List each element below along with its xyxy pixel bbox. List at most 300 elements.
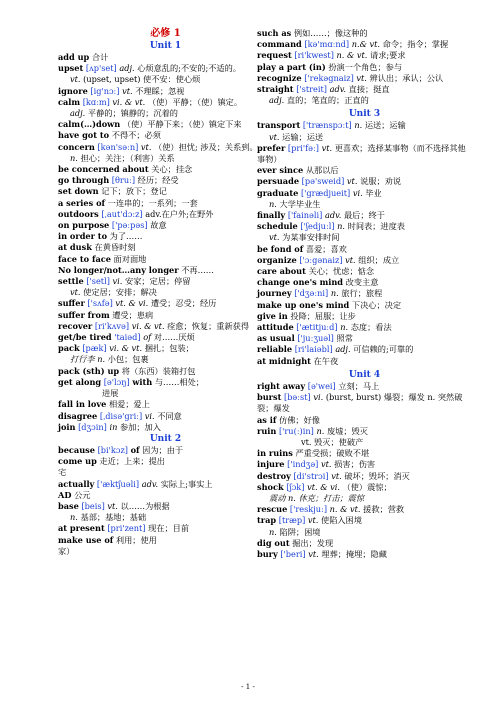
entry-word: be concerned about xyxy=(58,164,149,175)
entry-word: go through xyxy=(58,175,110,186)
entry-pos: vt. xyxy=(107,500,118,511)
entry-pos: adj. xyxy=(335,344,351,355)
entry-meaning: 喜爱；喜欢 xyxy=(305,243,347,254)
entry-word: play a part (in) xyxy=(257,61,326,72)
vocab-entry xyxy=(257,527,472,538)
entry-meaning: 痊愈；恢复；重新获得 xyxy=(167,320,250,331)
entry-pos: adj. xyxy=(119,63,135,74)
entry-meaning: 废墟；毁灭 xyxy=(326,425,368,436)
entry-pos: vt. xyxy=(269,131,280,142)
entry-pos: vt. xyxy=(122,85,133,96)
entry-word-part: with xyxy=(132,376,153,387)
vocab-entry xyxy=(257,415,472,426)
entry-meaning: 可信赖的;可靠的 xyxy=(353,344,414,355)
entry-meaning: 使定居；安排；解决 xyxy=(83,287,157,298)
entry-phonetic: [ə'lɔŋ] xyxy=(103,376,130,387)
entry-word: base xyxy=(58,500,79,511)
entry-phonetic: [di'strɔi] xyxy=(293,470,329,481)
entry-pos: n. xyxy=(354,120,363,131)
entry-pos: vt. xyxy=(70,74,81,85)
entry-word: attitude xyxy=(257,322,294,333)
entry-meaning: 不理睬；忽视 xyxy=(135,85,185,96)
vocab-entry xyxy=(58,209,273,220)
entry-word: schedule xyxy=(257,221,298,232)
entry-meaning: 扮演一个角色；参与 xyxy=(328,61,403,72)
entry-pos: n. xyxy=(269,526,277,537)
vocab-entry xyxy=(257,199,472,210)
entry-word: as usual xyxy=(257,333,295,344)
vocab-entry xyxy=(257,165,472,176)
entry-phonetic: [pæk] xyxy=(82,343,107,354)
entry-meaning: 运送；运输 xyxy=(364,120,406,131)
entry-meaning: 组织；成立 xyxy=(358,254,400,265)
entry-word: at midnight xyxy=(257,355,311,366)
vocab-entry xyxy=(257,333,472,344)
entry-continuation: 进展 xyxy=(102,388,119,399)
entry-word: ever since xyxy=(257,165,304,176)
vocab-entry xyxy=(58,164,273,175)
vocab-entry xyxy=(257,482,472,493)
entry-meaning: 请求;要求 xyxy=(370,50,406,61)
vocab-entry xyxy=(58,377,273,388)
vocab-entry xyxy=(58,242,273,253)
entry-meaning: 严重受损；破败不堪 xyxy=(295,448,370,459)
entry-pos: vt. xyxy=(320,459,332,470)
entry-word: settle xyxy=(58,276,84,287)
entry-meaning: 在午夜 xyxy=(313,355,339,366)
entry-word: concern xyxy=(58,141,95,152)
vocab-entry xyxy=(257,538,472,549)
entry-meaning: 平静的；镇静的；沉着的 xyxy=(87,108,178,119)
entry-phonetic: [ig'nɔː] xyxy=(90,85,120,96)
entry-pos: vt. xyxy=(345,254,356,265)
entry-phonetic: [pri'zent] xyxy=(107,523,146,534)
unit-heading: Unit 2 xyxy=(149,433,182,444)
entry-word: give in xyxy=(257,310,288,321)
entry-phonetic: ['rekəgnaiz] xyxy=(304,72,354,83)
entry-meaning: 经历；经受 xyxy=(137,175,179,186)
vocab-entry xyxy=(257,221,472,232)
entry-phonetic: [ˌaut'dɔːz] xyxy=(101,208,143,219)
vocab-entry xyxy=(257,50,472,61)
entry-phonetic: [bəːst] xyxy=(284,392,311,403)
vocab-entry xyxy=(58,153,273,164)
entry-word: organize xyxy=(257,254,297,265)
entry-word: ignore xyxy=(58,85,88,96)
entry-phonetic: [træp] xyxy=(278,515,306,526)
entry-meaning: 为某事安排时间 xyxy=(282,232,340,243)
entry-meaning: 关心；忧虑；惦念 xyxy=(308,266,375,277)
entry-pos: vi. xyxy=(112,276,123,287)
entry-word: suffer xyxy=(58,298,85,309)
entry-word: journey xyxy=(257,288,292,299)
book-title: 必修 1 xyxy=(150,28,181,39)
entry-meaning: 小包；包裹 xyxy=(107,354,149,365)
entry-meaning: 因为；由于 xyxy=(142,444,184,455)
entry-pos: in xyxy=(109,421,118,432)
vocab-entry xyxy=(58,332,273,343)
entry-meaning: 不再…… xyxy=(181,264,214,275)
entry-phonetic: ['æktʃuəli] xyxy=(96,478,140,489)
entry-phonetic: ['setl] xyxy=(86,276,110,287)
entry-word: upset xyxy=(58,63,84,74)
vocab-entry xyxy=(58,97,273,108)
entry-phonetic: ['sʌfə] xyxy=(87,298,113,309)
entry-pos: vi. xyxy=(313,392,324,403)
entry-meaning: （使）震惊； xyxy=(342,481,392,492)
entry-meaning: 故意 xyxy=(150,220,167,231)
entry-word: request xyxy=(257,50,292,61)
entry-phonetic: [bi'kɔz] xyxy=(97,444,128,455)
entry-pos: vi. & vt. xyxy=(112,96,146,107)
entry-pos: adv. xyxy=(329,84,347,95)
entry-word: dig out xyxy=(257,537,290,548)
entry-pos: vi. & vt. xyxy=(109,343,143,354)
vocab-entry xyxy=(257,95,472,106)
vocab-entry xyxy=(257,471,472,482)
entry-word: burst xyxy=(257,392,282,403)
entry-meaning: 态度；看法 xyxy=(350,322,392,333)
vocab-entry xyxy=(257,356,472,367)
entry-word: straight xyxy=(257,84,294,95)
entry-pos: n. & vt. xyxy=(329,504,361,515)
entry-pos: of xyxy=(143,332,152,343)
entry-meaning: 援救；营救 xyxy=(363,504,405,515)
vocab-entry xyxy=(58,310,273,321)
entry-phonetic: ['beri] xyxy=(280,548,306,559)
entry-phonetic: ['reskjuː] xyxy=(289,504,328,515)
vocab-entry xyxy=(257,120,472,131)
entry-phonetic: ['juːʒuəl] xyxy=(297,333,334,344)
entry-phonetic: [pri'fəː] xyxy=(287,142,319,153)
vocab-entry xyxy=(58,175,273,186)
entry-pos: n. xyxy=(269,198,277,209)
entry-word: have got to xyxy=(58,130,110,141)
entry-phonetic: ['ʃedjuːl] xyxy=(300,221,335,232)
entry-pos: n.& vt. xyxy=(351,39,381,50)
entry-pos: n. xyxy=(70,152,78,163)
entry-phonetic: [ʃɔk] xyxy=(286,481,305,492)
vocab-entry xyxy=(58,535,273,546)
entry-pos: vi. xyxy=(144,410,155,421)
vocab-entry xyxy=(58,467,273,478)
entry-meaning: 改变主意 xyxy=(345,277,379,288)
entry-phonetic: [ri'kwest] xyxy=(294,50,334,61)
entry-word: make use of xyxy=(58,534,114,545)
entry-word: in ruins xyxy=(257,448,293,459)
entry-phonetic: [ə'wei] xyxy=(307,380,336,391)
vocab-entry xyxy=(257,344,472,355)
vocab-entry xyxy=(58,479,273,490)
unit-heading: Unit 1 xyxy=(149,41,182,51)
entry-meaning: 在黄昏时刻 xyxy=(94,242,136,253)
entry-meaning: 公元 xyxy=(74,489,91,500)
entry-pos: n. xyxy=(330,288,339,299)
entry-word: calm(…)down xyxy=(58,119,121,130)
entry-word: bury xyxy=(257,548,278,559)
entry-meaning: (burst, burst) 爆裂；爆发 n. 突然破裂；爆发 xyxy=(257,392,463,414)
vocab-entry xyxy=(58,130,273,141)
vocab-entry xyxy=(58,546,273,557)
vocab-entry xyxy=(58,220,273,231)
vocab-entry xyxy=(257,288,472,299)
entry-pos: vt. xyxy=(331,470,342,481)
entry-word: rescue xyxy=(257,504,288,515)
left-vocab-list xyxy=(58,41,273,557)
vocab-entry xyxy=(257,392,472,414)
entry-phonetic: [dʒɔin] xyxy=(78,421,107,432)
entry-phonetic: ['pəːpəs] xyxy=(111,220,148,231)
vocab-entry xyxy=(257,84,472,95)
entry-word: prefer xyxy=(257,142,286,153)
entry-meaning: 损害；伤害 xyxy=(334,459,376,470)
entry-pos: 震动 n. 休克；打击；震惊 xyxy=(269,492,364,503)
vocab-entry xyxy=(58,108,273,119)
entry-meaning: 现在；目前 xyxy=(148,523,190,534)
entry-word: AD xyxy=(58,489,72,500)
vocab-entry xyxy=(257,255,472,266)
vocab-entry xyxy=(58,63,273,74)
entry-meaning: 对……厌烦 xyxy=(153,332,195,343)
entry-pos: n. xyxy=(70,512,78,523)
entry-meaning: adv.在户外;在野外 xyxy=(145,208,214,219)
right-column xyxy=(257,28,472,560)
left-column xyxy=(58,28,273,557)
vocab-entry xyxy=(257,549,472,560)
entry-pos: vi. xyxy=(352,187,363,198)
entry-meaning: 仿佛；好像 xyxy=(279,414,320,425)
entry-word: get/be tired xyxy=(58,332,112,343)
vocab-entry xyxy=(257,381,472,392)
entry-word: pack (sth) up xyxy=(58,365,120,376)
entry-meaning: 大学毕业生 xyxy=(279,198,321,209)
entry-meaning: 陷阱；困境 xyxy=(279,526,321,537)
entry-pos: vt. xyxy=(356,72,367,83)
entry-word: make up one's mind xyxy=(257,299,350,310)
entry-pos: adj. xyxy=(269,95,285,106)
vocab-entry xyxy=(257,73,472,84)
entry-meaning: 利用；使用 xyxy=(115,534,157,545)
vocab-entry xyxy=(58,366,273,377)
entry-meaning: （使）担忧; 涉及；关系到。 xyxy=(154,141,258,152)
entry-pos: vi. & vt. xyxy=(131,320,165,331)
vocab-entry xyxy=(257,277,472,288)
entry-pos: vt. xyxy=(70,287,81,298)
vocab-entry xyxy=(257,28,472,39)
entry-phonetic: [kən'səːn] xyxy=(97,141,139,152)
entry-pos: vt. & vi. xyxy=(115,298,149,309)
entry-meaning: 下决心；决定 xyxy=(351,299,402,310)
entry-word: No longer/not…any longer xyxy=(58,264,179,275)
entry-meaning: 例如……；像这种的 xyxy=(293,28,368,38)
entry-meaning: 记下；放下；登记 xyxy=(101,186,167,197)
entry-phonetic: ['dʒəːni] xyxy=(294,288,329,299)
entry-meaning: 运输；运送 xyxy=(282,131,324,142)
vocab-entry xyxy=(257,515,472,526)
entry-phonetic: ['ru(ː)in] xyxy=(278,425,314,436)
page-number: - 1 - xyxy=(241,683,255,691)
entry-pos: adj. xyxy=(70,108,86,119)
entry-phonetic: ['indʒə] xyxy=(287,459,319,470)
entry-pos: vt. xyxy=(321,142,333,153)
vocab-entry xyxy=(257,504,472,515)
entry-pos: n. xyxy=(337,221,346,232)
vocab-entry xyxy=(257,322,472,333)
entry-meaning: 时间表；进度表 xyxy=(347,221,405,232)
entry-meaning: 遭受；患病 xyxy=(112,309,154,320)
entry-pos: vt. xyxy=(269,232,280,243)
unit-heading: Unit 3 xyxy=(348,109,381,120)
entry-word: come up xyxy=(58,456,97,467)
entry-meaning: 从那以后 xyxy=(305,165,339,176)
entry-word: change one's mind xyxy=(257,277,344,288)
entry-meaning: 家） xyxy=(58,545,75,556)
entry-meaning: 为了…… xyxy=(109,231,143,242)
entry-meaning: 参加；加入 xyxy=(119,421,161,432)
entry-word: care about xyxy=(257,266,306,277)
entry-pos: vt. xyxy=(307,515,319,526)
entry-meaning: 立刻；马上 xyxy=(338,380,380,391)
entry-word: get along xyxy=(58,376,102,387)
entry-pos: vt. xyxy=(140,141,152,152)
entry-phonetic: [kɑːm] xyxy=(82,96,110,107)
vocab-entry xyxy=(58,399,273,410)
vocab-entry xyxy=(257,62,472,73)
entry-meaning: 心烦意乱的;不安的;不适的。 xyxy=(137,63,241,74)
vocab-entry xyxy=(58,523,273,534)
entry-word: fall in love xyxy=(58,399,107,410)
entry-phonetic: 'taiəd] xyxy=(114,332,141,343)
entry-pos: 打行李 xyxy=(70,354,95,365)
entry-meaning: 合计 xyxy=(91,52,109,62)
vocab-entry xyxy=(257,176,472,187)
entry-pos: n. xyxy=(316,425,325,436)
entry-phonetic: [θruː] xyxy=(111,175,136,186)
vocab-entry xyxy=(257,210,472,221)
entry-meaning: 与……相处； xyxy=(154,376,204,387)
entry-meaning: 宅 xyxy=(58,467,67,478)
vocab-entry xyxy=(257,266,472,277)
entry-word: face to face xyxy=(58,253,111,264)
entry-phonetic: [ʌp'set] xyxy=(85,63,117,74)
entry-phonetic: ['ɔːgənaiz] xyxy=(299,254,343,265)
vocab-entry xyxy=(257,232,472,243)
vocab-entry xyxy=(257,426,472,437)
vocab-entry xyxy=(58,321,273,332)
vocab-entry xyxy=(58,422,273,433)
vocab-entry xyxy=(257,39,472,50)
vocab-entry xyxy=(257,188,472,199)
vocab-entry xyxy=(58,343,273,354)
entry-phonetic: ['trænspɔːt] xyxy=(302,120,352,131)
vocab-entry xyxy=(257,311,472,322)
vocab-entry xyxy=(58,186,273,197)
entry-pos: adv. xyxy=(141,478,159,489)
vocab-entry xyxy=(58,411,273,422)
vocab-entry xyxy=(58,501,273,512)
entry-pos: vt. xyxy=(346,176,358,187)
entry-phonetic: [kə'mɑːnd] xyxy=(304,39,350,50)
entry-word: suffer from xyxy=(58,309,110,320)
entry-phonetic: ['ætitjuːd] xyxy=(296,322,338,333)
entry-meaning: 旅行；旅程 xyxy=(341,288,383,299)
entry-meaning: 一连串的；一系列；一套 xyxy=(107,197,198,208)
entry-meaning: 担心；关注；（利害）关系 xyxy=(80,152,175,163)
entry-word: at dusk xyxy=(58,242,92,253)
vocab-entry xyxy=(257,448,472,459)
entry-meaning: 将（东西）装箱打包 xyxy=(121,365,196,376)
entry-continuation: vt. 毁灭；使破产 xyxy=(301,436,364,447)
entry-phonetic: [ˌdisə'griː] xyxy=(99,410,143,421)
entry-meaning: 命令；指令；掌握 xyxy=(382,39,449,50)
entry-phonetic: [ri'kʌvə] xyxy=(94,320,130,331)
entry-word: graduate xyxy=(257,187,299,198)
entry-meaning: 使陷入困境 xyxy=(321,515,362,526)
entry-meaning: 安家；定居；停留 xyxy=(125,276,191,287)
entry-word: shock xyxy=(257,481,284,492)
vocab-entry xyxy=(58,276,273,287)
entry-meaning: 最后；终于 xyxy=(343,210,385,221)
right-vocab-list xyxy=(257,28,472,560)
vocab-entry xyxy=(58,119,273,130)
entry-word: set down xyxy=(58,186,99,197)
entry-word: finally xyxy=(257,210,286,221)
entry-word: recover xyxy=(58,320,93,331)
entry-word: recognize xyxy=(257,72,302,83)
vocab-entry xyxy=(58,456,273,467)
entry-word: on purpose xyxy=(58,220,110,231)
entry-word: be fond of xyxy=(257,243,304,254)
entry-meaning: 直接；挺直 xyxy=(348,84,390,95)
vocab-entry xyxy=(257,244,472,255)
entry-phonetic: [pə'sweid] xyxy=(301,176,345,187)
entry-word: command xyxy=(257,39,302,50)
entry-meaning: 说服；劝说 xyxy=(360,176,402,187)
entry-meaning: （使）平静；（使）镇定。 xyxy=(147,96,243,107)
entry-meaning: 遭受；忍受；经历 xyxy=(150,298,217,309)
entry-word: such as xyxy=(257,28,292,38)
entry-word: in order to xyxy=(58,231,108,242)
entry-meaning: 基部；基地；基础 xyxy=(80,512,147,523)
vocab-entry xyxy=(58,445,273,456)
entry-meaning: (upset, upset) 使不安：使心烦 xyxy=(83,74,201,85)
entry-word: injure xyxy=(257,459,285,470)
unit-heading: Unit 4 xyxy=(348,369,381,380)
entry-meaning: 更喜欢；选择某事物（而不选择其他事物） xyxy=(257,142,466,165)
entry-phonetic: [beis] xyxy=(81,500,105,511)
entry-phonetic: ['grædjueit] xyxy=(300,187,351,198)
entry-pos: n. xyxy=(97,354,106,365)
entry-meaning: 直的；笔直的；正直的 xyxy=(286,95,369,106)
entry-word: reliable xyxy=(257,344,293,355)
entry-meaning: 辨认出；承认；公认 xyxy=(369,72,444,83)
entry-meaning: 照常 xyxy=(336,333,353,344)
vocab-entry xyxy=(58,388,273,399)
entry-word: actually xyxy=(58,478,95,489)
entry-word: a series of xyxy=(58,197,106,208)
entry-word: calm xyxy=(58,96,81,107)
entry-pos: vt. xyxy=(308,548,319,559)
entry-meaning: 以……为根据 xyxy=(120,500,170,511)
entry-meaning: 破坏；毁坏；消灭 xyxy=(344,470,410,481)
vocab-entry xyxy=(257,300,472,311)
entry-word: ruin xyxy=(257,425,277,436)
entry-word: persuade xyxy=(257,176,300,187)
entry-word: right away xyxy=(257,380,306,391)
vocab-entry xyxy=(58,198,273,209)
entry-meaning: 投降；屈服；让步 xyxy=(290,310,356,321)
entry-pos: vt. & vi. xyxy=(307,481,340,492)
